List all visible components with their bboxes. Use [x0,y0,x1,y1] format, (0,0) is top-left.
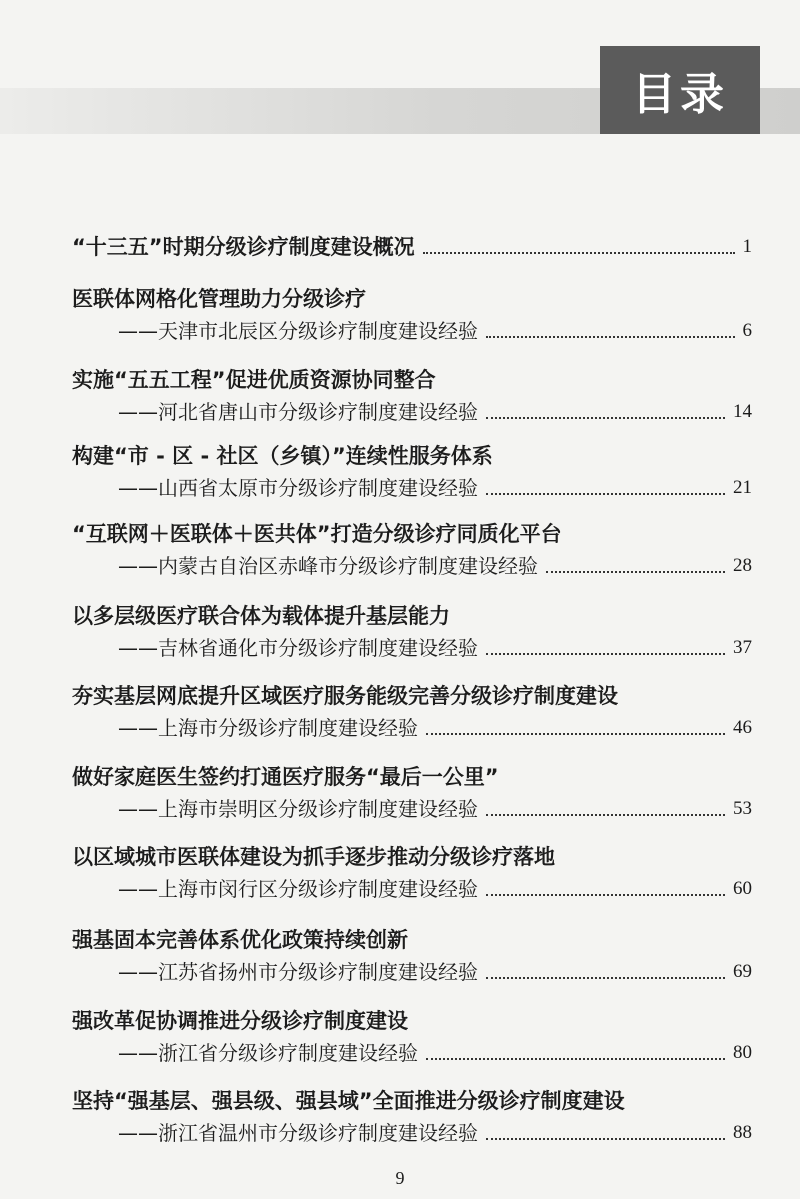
toc-entry-page: 46 [733,717,752,738]
toc-entry-page: 28 [733,555,752,576]
toc-entry-subtitle-row[interactable] [118,958,752,986]
toc-entry-title[interactable]: 强改革促协调推进分级诊疗制度建设 [72,1009,408,1033]
toc-entry-subtitle: ——河北省唐山市分级诊疗制度建设经验 [118,400,478,424]
dot-leader [423,252,735,254]
toc-entry-subtitle-row[interactable] [118,875,752,903]
dot-leader [486,417,725,419]
dot-leader [546,571,725,573]
dot-leader [486,493,725,495]
toc-entry-page: 37 [733,637,752,658]
toc-entry-title[interactable]: “互联网＋医联体＋医共体”打造分级诊疗同质化平台 [72,522,562,546]
toc-entry-subtitle-row[interactable] [118,552,752,580]
dot-leader [486,653,725,655]
dot-leader [486,894,725,896]
toc-entry-title: “十三五”时期分级诊疗制度建设概况 [72,235,415,259]
toc-entry-page: 14 [733,401,752,422]
toc-entry-page: 1 [742,236,752,257]
toc-entry-subtitle: ——山西省太原市分级诊疗制度建设经验 [118,476,478,500]
toc-entry-title[interactable]: 以区域城市医联体建设为抓手逐步推动分级诊疗落地 [72,845,555,869]
toc-entry-subtitle-row[interactable] [118,317,752,345]
toc-entry-title[interactable]: 强基固本完善体系优化政策持续创新 [72,928,408,952]
toc-entry-subtitle: ——吉林省通化市分级诊疗制度建设经验 [118,636,478,660]
toc-entry-subtitle-row[interactable] [118,398,752,426]
toc-entry-title[interactable]: 坚持“强基层、强县级、强县域”全面推进分级诊疗制度建设 [72,1089,625,1113]
toc-entry-subtitle: ——浙江省温州市分级诊疗制度建设经验 [118,1121,478,1145]
toc-entry-subtitle: ——天津市北辰区分级诊疗制度建设经验 [118,319,478,343]
toc-entry-page: 69 [733,961,752,982]
toc-entry-page: 80 [733,1042,752,1063]
toc-entry-subtitle: ——浙江省分级诊疗制度建设经验 [118,1041,418,1065]
toc-entry[interactable] [72,233,752,261]
toc-entry-subtitle: ——上海市分级诊疗制度建设经验 [118,716,418,740]
dot-leader [486,1138,725,1140]
dot-leader [486,336,735,338]
toc-entry-title[interactable]: 医联体网格化管理助力分级诊疗 [72,287,366,311]
toc-entry-page: 6 [742,320,752,341]
dot-leader [486,814,725,816]
toc-title: 目录 [632,69,728,120]
toc-entry-page: 60 [733,878,752,899]
toc-entry-subtitle-row[interactable] [118,474,752,502]
toc-entry-page: 53 [733,798,752,819]
dot-leader [426,733,725,735]
dot-leader [426,1058,725,1060]
toc-entry-subtitle-row[interactable] [118,1119,752,1147]
toc-entry-subtitle-row[interactable] [118,634,752,662]
toc-entry-title[interactable]: 构建“市 - 区 - 社区（乡镇）”连续性服务体系 [72,444,493,468]
page-number: 9 [395,1168,405,1188]
toc-entry-title[interactable]: 以多层级医疗联合体为载体提升基层能力 [72,604,450,628]
toc-entry-subtitle-row[interactable] [118,1039,752,1067]
toc-entry-subtitle-row[interactable] [118,795,752,823]
toc-entry-subtitle: ——江苏省扬州市分级诊疗制度建设经验 [118,960,478,984]
dot-leader [486,977,725,979]
toc-entry-title[interactable]: 夯实基层网底提升区域医疗服务能级完善分级诊疗制度建设 [72,684,618,708]
toc-entry-page: 88 [733,1122,752,1143]
toc-entry-page: 21 [733,477,752,498]
toc-entry-subtitle: ——上海市闵行区分级诊疗制度建设经验 [118,877,478,901]
toc-entry-title[interactable]: 实施“五五工程”促进优质资源协同整合 [72,368,436,392]
toc-entry-subtitle-row[interactable] [118,714,752,742]
toc-entry-subtitle: ——上海市崇明区分级诊疗制度建设经验 [118,797,478,821]
toc-entry-title[interactable]: 做好家庭医生签约打通医疗服务“最后一公里” [72,765,499,789]
toc-entry-subtitle: ——内蒙古自治区赤峰市分级诊疗制度建设经验 [118,554,538,578]
